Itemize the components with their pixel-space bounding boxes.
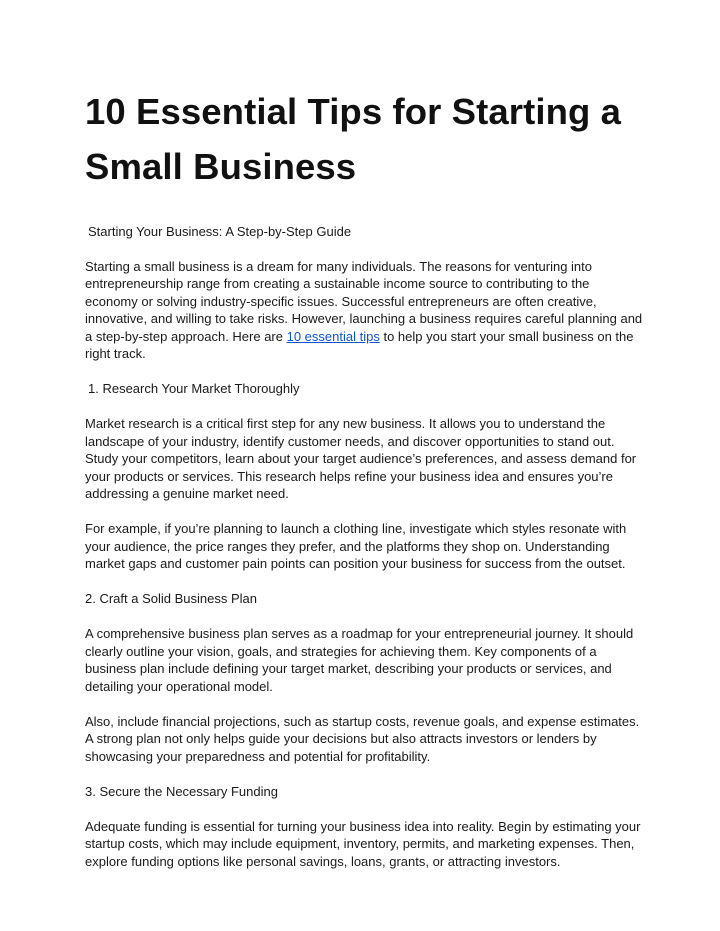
intro-text-after-link: to help you start your small business on the right track. [85,328,634,361]
document-title: 10 Essential Tips for Starting a Small Business [85,91,621,187]
document-page [85,84,645,870]
intro-text-before-link: Starting a small business is a dream for many individuals. The reasons for venturing into entrepreneurship range from creating a sustainable income source to contributing to the economy or solving industry-specific issues. Successful entrepreneurs are often creative, innovative, and willing to take risks. However, launching a business requires careful planning and a step-by-step approach. Here are [85,258,643,344]
essential-tips-link[interactable]: 10 essential tips [286,328,380,344]
document-subtitle: Starting Your Business: A Step-by-Step Guide [88,224,352,239]
section-paragraph: Market research is a critical first step for any new business. It allows you to understand the landscape of your industry, identify customer needs, and discover opportunities to stand out. Study your competitors, learn about your target audience’s preferences, and assess demand for your products or services. This research helps refine your business idea and ensures you’re addressing a genuine market need. [85,416,637,501]
section-paragraph: A comprehensive business plan serves as a roadmap for your entrepreneurial journey. It should clearly outline your vision, goals, and strategies for achieving them. Key components of a business plan include defining your target market, describing your products or services, and detailing your operational model. [85,626,634,694]
section-heading-funding: 3. Secure the Necessary Funding [85,783,278,799]
section-heading-business-plan: 2. Craft a Solid Business Plan [85,591,257,606]
section-paragraph: For example, if you’re planning to launch a clothing line, investigate which styles resonate with your audience, the price ranges they prefer, and the platforms they shop on. Understanding market gaps and customer pain points can position your business for success from the outset. [85,521,627,571]
section-heading-market-research: 1. Research Your Market Thoroughly [88,381,300,396]
section-paragraph: Adequate funding is essential for turning your business idea into reality. Begin by estimating your startup costs, which may include equipment, inventory, permits, and marketing expenses. Then, explore funding options like personal savings, loans, grants, or attracting investors. [85,818,641,869]
intro-paragraph [85,258,645,363]
section-paragraph: Also, include financial projections, such as startup costs, revenue goals, and expense estimates. A strong plan not only helps guide your decisions but also attracts investors or lenders by showcasing your preparedness and potential for profitability. [85,713,640,764]
